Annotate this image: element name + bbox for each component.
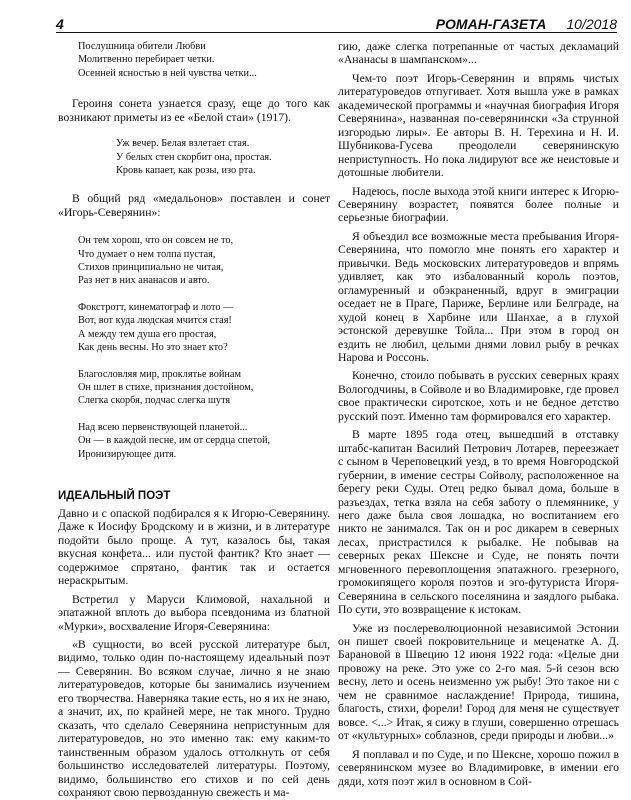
paragraph: В марте 1895 года отец, вышедший в отставку штабс-капитан Василий Петрович Лотарев, переезжает с сыном в Череповецкий уезд, в то время Новгородской губернии, в имение сестры Сойволу, расположенное на берегу реки Суды. Отец редко бывал дома, больше в разъездах, тетка взяла на себя заботу о племяннике, у него даже была своя лошадка, но воспитанием его никто не занимался. Так он и рос дикарем в северных лесах, пристрастился к рыбалке. Не побывав на северных реках Шексне и Суде, не понять почти мгновенного перевоплощения эпатажного. грезерного, громокипящего короля поэтов и эго-футуриста Игоря-Северянина в сельского поселянина и заядлого рыбака. По сути, это возвращение к истокам. (338, 428, 619, 617)
verse-line: Он шлет в стихе, признания достойном, (78, 381, 254, 393)
verse-line: У белых стен скорбит она, простая. (116, 151, 272, 163)
paragraph: В общий ряд «медальонов» поставлен и сонет «Игорь-Северянин»: (58, 192, 330, 219)
paragraph: Надеюсь, после выхода этой книги интерес к Игорю-Северянину возрастет, появятся более полные и серьезные биографии. (338, 184, 619, 225)
paragraph: Я поплавал и по Суде, и по Шексне, хорошо пожил в северянинском музее во Владимировке, в имении его дяди, хотя поэт жил в основном в Сой- (338, 747, 619, 788)
verse-line: Раз нет в них ананасов и авто. (78, 275, 210, 287)
sonnet-igor-severyanin (58, 234, 330, 461)
verse-line: Над всею первенствующей планетой... (78, 421, 248, 433)
verse-line: Стихов принципиально не читая, (78, 262, 224, 274)
paragraph: Конечно, стоило побывать в русских северных краях Вологодчины, в Сойволе и во Владимировке, где провел свое практически сиротское, хоть и не бедное детство русский поэт. Именно там формировался его характер. (338, 369, 619, 423)
verse-line: Послушница обители Любви (78, 41, 206, 52)
paragraph: гию, даже слегка потрепанные от частых декламаций «Ананасы в шампанском»... (338, 40, 619, 67)
verse-line: Что думает о нем толпа пустая, (78, 248, 216, 260)
issue-number: 10/2018 (566, 16, 617, 32)
verse-line: Иронизирующее дитя. (78, 448, 177, 460)
paragraph: Чем-то поэт Игорь-Северянин и впрямь чистых литературоведов отпугивает. Хотя вышла уже в рамках академической программы и «научная биография Игоря Северянина», названная по-северянински «За струнной изгородью лиры». Ее авторы В. Н. Терехина и Н. И. Шубникова-Гусева преодолели северянинскую неприступность. Но пока лидируют все же неистовые и дотошные любители. (338, 71, 619, 180)
verse-line: Как день весны. Но это знает кто? (78, 342, 228, 354)
left-column (58, 40, 330, 799)
verse-line: Молитвенно перебирает четки. (78, 54, 215, 66)
verse-line: Слегка скорбя, подчас слегка шутя (78, 395, 231, 407)
paragraph: Я объездил все возможные места пребывания Игоря-Северянина, что помогло мне понять его характер и привычки. Ведь московских литературоведов и впрямь удивляет, как это избалованный король поэтов, огламуренный и обэкраненный, вдруг в эмиграции оседает не в Праге, Париже, Берлине или Белграде, на худой конец в Харбине или Шанхае, а в глухой эстонской деревушке Тойла... При этом в город он ездить не любил, целыми днями ловил рыбу в речках Нарова и Россонь. (338, 229, 619, 364)
section-heading: ИДЕАЛЬНЫЙ ПОЭТ (58, 489, 171, 502)
page-header (56, 14, 617, 33)
verse-line: Благословляя мир, проклятье войнам (78, 368, 242, 380)
right-column (338, 40, 619, 788)
verse-line: Уж вечер. Белая взлетает стая. (116, 138, 250, 150)
verse-line: Фокстротт, кинематограф и лото — (78, 301, 234, 313)
verse-line: Он — в каждой песне, им от сердца спетой, (78, 435, 271, 447)
stanza-2 (78, 301, 330, 355)
magazine-title: РОМАН-ГАЗЕТА (435, 16, 547, 32)
poem-excerpt-1 (58, 40, 330, 80)
stanza-3 (78, 368, 330, 408)
stanza-1 (78, 234, 330, 288)
stanza-4 (78, 421, 330, 461)
verse-line: Осенней ясностью в ней чувства четки... (78, 67, 257, 79)
verse-line: Кровь капает, как розы, изо рта. (116, 164, 256, 176)
paragraph: Уже из послереволюционной независимой Эстонии он пишет своей покровительнице и меценатке А. Д. Барановой в Швецию 12 июня 1922 года: «Целые дни провожу на реке. Это уже со 2-го мая. 5-й сезон всю весну, лето и осень неизменно уж рыбу! Это такое ни с чем не сравнимое наслаждение! Природа, тишина, благость, стихи, форели! Город для меня не существует вовсе. <...> Итак, я сижу в глуши, совершенно отрешась от «культурных» соблазнов, среди природы и любви...» (338, 621, 619, 743)
verse-line: Вот, вот куда людская мчится стая! (78, 315, 232, 327)
paragraph: Героиня сонета узнается сразу, еще до того как возникают приметы из ее «Белой стаи» (1917). (58, 97, 330, 124)
quote-paragraph: «В сущности, во всей русской литературе был, видимо, только один по-настоящему идеальный поэт — Северянин. Во всяком случае, лично я не знаю литературоведов, которые бы занимались изучением его творчества. Наверняка такие есть, но я их не знаю, а значит, их, по крайней мере, не так много. Трудно сказать, что сделало Северянина непристунным для литературоведов, но это именно так: ему каким-то таинственным образом удалось оттолкнуть от себя большинство исследователей литературы. Поэтому, видимо, большинство его стихов и по сей день сохраняют свою первозданную свежесть и ма- (58, 638, 330, 799)
verse-line: Он тем хорош, что он совсем не то, (78, 235, 234, 247)
page-number: 4 (56, 16, 64, 32)
paragraph: Встретил у Маруси Климовой, нахальной и эпатажной вплоть до выбора псевдонима из блатной «Мурки», восхваление Игоря-Северянина: (58, 592, 330, 633)
paragraph: Давно и с опаской подбирался я к Игорю-Северянину. Даже к Иосифу Бродскому и в жизни, и в литературе подойти было проще. А тут, казалось бы, такая вкусная конфета... или пустой фантик? Кто знает — содержимое спрятано, фантик так и остается нераскрытым. (58, 506, 330, 588)
poem-excerpt-2 (58, 137, 330, 177)
verse-line: А между тем душа его простая, (78, 328, 217, 340)
